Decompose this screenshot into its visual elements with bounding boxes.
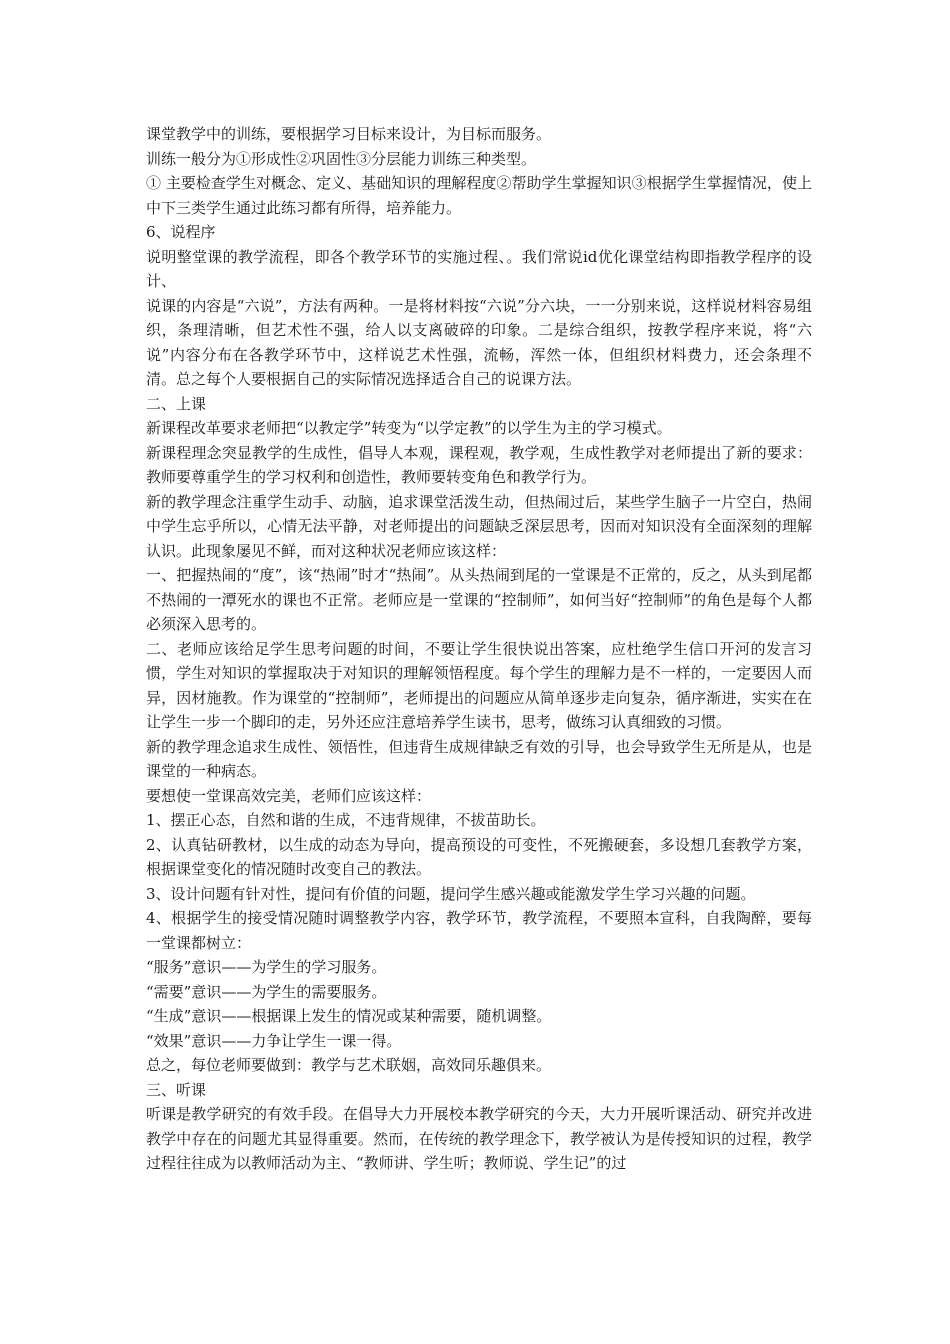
paragraph: 总之，每位老师要做到：教学与艺术联姻，高效同乐趣俱来。 [146, 1056, 552, 1074]
paragraph: 课堂教学中的训练，要根据学习目标来设计，为目标而服务。 [146, 125, 552, 143]
list-item: “生成”意识——根据课上发生的情况或某种需要，随机调整。 [146, 1007, 552, 1025]
list-item: 1、摆正心态，自然和谐的生成，不违背规律，不拔苗助长。 [146, 811, 546, 829]
list-item: 2、认真钻研教材，以生成的动态为导向，提高预设的可变性，不死搬硬套，多设想几套教学方案，根据课堂变化的情况随时改变自己的教法。 [146, 835, 812, 878]
document-body [146, 122, 812, 1176]
paragraph: 说明整堂课的教学流程，即各个教学环节的实施过程、。我们常说id优化课堂结构即指教学程序的设计、 [146, 247, 812, 290]
paragraph: 要想使一堂课高效完美，老师们应该这样： [146, 786, 432, 805]
paragraph: 一、把握热闹的“度”，该“热闹”时才“热闹”。从头热闹到尾的一堂课是不正常的，反之，从头到尾都不热闹的一潭死水的课也不正常。老师应是一堂课的“控制师”，如何当好“控制师”的角色是每个人都必须深入思考的。 [146, 566, 812, 633]
paragraph: 二、老师应该给足学生思考问题的时间，不要让学生很快说出答案，应杜绝学生信口开河的发言习惯，学生对知识的掌握取决于对知识的理解领悟程度。每个学生的理解力是不一样的，一定要因人而异，因材施教。作为课堂的“控制师”，老师提出的问题应从简单逐步走向复杂，循序渐进，实实在在让学生一步一个脚印的走，另外还应注意培养学生读书，思考，做练习认真细致的习惯。 [146, 639, 812, 731]
list-item: “服务”意识——为学生的学习服务。 [146, 958, 387, 976]
paragraph: 新课程改革要求老师把“以教定学”转变为“以学定教”的以学生为主的学习模式。 [146, 419, 672, 437]
section-heading: 6、说程序 [146, 223, 216, 241]
paragraph: 听课是教学研究的有效手段。在倡导大力开展校本教学研究的今天，大力开展听课活动、研究并改进教学中存在的问题尤其显得重要。然而，在传统的教学理念下，教学被认为是传授知识的过程，教学过程往往成为以教师活动为主、“教师讲、学生听；教师说、学生记”的过 [146, 1105, 812, 1172]
list-item: 4、根据学生的接受情况随时调整教学内容，教学环节，教学流程，不要照本宣科，自我陶醉，要每一堂课都树立： [146, 909, 812, 952]
section-heading: 三、听课 [146, 1080, 207, 1099]
paragraph: 新的教学理念追求生成性、领悟性，但违背生成规律缺乏有效的引导，也会导致学生无所是从，也是课堂的一种病态。 [146, 737, 812, 780]
list-item: “效果”意识——力争让学生一课一得。 [146, 1031, 402, 1050]
list-item: 3、设计问题有针对性，提问有价值的问题，提问学生感兴趣或能激发学生学习兴趣的问题。 [146, 884, 756, 903]
paragraph: 说课的内容是“六说”，方法有两种。一是将材料按“六说”分六块，一一分别来说，这样说材料容易组织，条理清晰，但艺术性不强，给人以支离破碎的印象。二是综合组织，按教学程序来说，将“六说”内容分布在各教学环节中，这样说艺术性强，流畅，浑然一体，但组织材料费力，还会条理不清。总之每个人要根据自己的实际情况选择适合自己的说课方法。 [146, 296, 812, 388]
paragraph: 训练一般分为①形成性②巩固性③分层能力训练三种类型。 [146, 149, 537, 168]
paragraph: 新课程理念突显教学的生成性，倡导人本观，课程观，教学观，生成性教学对老师提出了新的要求：教师要尊重学生的学习权利和创造性，教师要转变角色和教学行为。 [146, 443, 812, 486]
paragraph: ① 主要检查学生对概念、定义、基础知识的理解程度②帮助学生掌握知识③根据学生掌握情况，使上中下三类学生通过此练习都有所得，培养能力。 [146, 174, 812, 217]
section-heading: 二、上课 [146, 394, 207, 413]
paragraph: 新的教学理念注重学生动手、动脑，追求课堂活泼生动，但热闹过后，某些学生脑子一片空白，热闹中学生忘乎所以，心情无法平静，对老师提出的问题缺乏深层思考，因而对知识没有全面深刻的理解认识。此现象屡见不鲜，而对这种状况老师应该这样： [146, 492, 812, 560]
list-item: “需要”意识——为学生的需要服务。 [146, 982, 387, 1001]
